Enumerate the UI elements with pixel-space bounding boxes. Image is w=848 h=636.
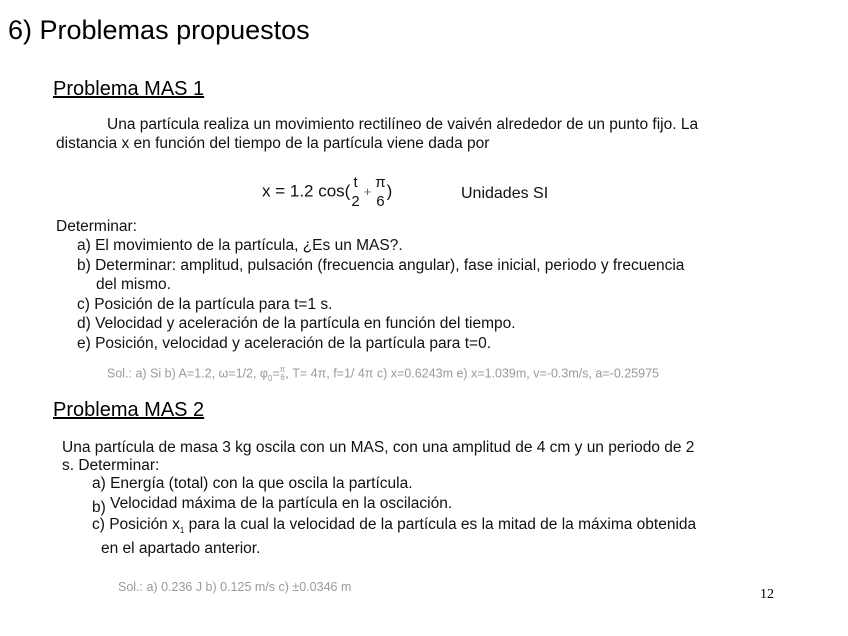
problem-1-item-b: b) Determinar: amplitud, pulsación (frecuencia angular), fase inicial, periodo y frecuencia (77, 257, 685, 274)
problem-2-item-b (92, 494, 452, 514)
solution-part-1: Sol.: a) Si b) A=1.2, ω=1/2, φ (107, 366, 269, 381)
problem-1-solution (107, 366, 659, 383)
problem-2-title: Problema MAS 2 (53, 399, 205, 421)
solution-part-2: , T= 4π, f=1/ 4π c) x=0.6243m e) x=1.039m, v=-0.3m/s, a=-0.25975 (285, 366, 660, 381)
problem-1-intro-line-1: Una partícula realiza un movimiento rectilíneo de vaivén alrededor de un punto fijo. La (107, 116, 699, 133)
problem-1-formula (262, 174, 392, 210)
problem-1-item-c: c) Posición de la partícula para t=1 s. (77, 296, 333, 313)
item-b-letter: b) (92, 499, 106, 516)
phi-subscript: 0 (268, 373, 273, 383)
phi-fraction-numerator: π (279, 365, 286, 374)
formula-units: Unidades SI (461, 185, 549, 202)
phi-fraction-denominator: 6 (280, 373, 285, 382)
phi-equals: = (272, 366, 280, 381)
problem-2-item-a: a) Energía (total) con la que oscila la partícula. (92, 475, 413, 492)
problem-1-determinar: Determinar: (56, 218, 137, 235)
formula-suffix: ) (386, 181, 393, 201)
formula-fraction-pi-over-6 (375, 174, 385, 210)
problem-1-item-e: e) Posición, velocidad y aceleración de la partícula para t=0. (77, 335, 492, 352)
fraction-denominator: 6 (376, 193, 385, 210)
fraction-numerator: π (375, 174, 386, 191)
problem-1-item-d: d) Velocidad y aceleración de la partícula en función del tiempo. (77, 315, 516, 332)
problem-1-title: Problema MAS 1 (53, 78, 205, 100)
problem-2-intro-line-1: Una partícula de masa 3 kg oscila con un MAS, con una amplitud de 4 cm y un periodo de 2 (62, 439, 695, 456)
problem-1-item-b-continued: del mismo. (96, 276, 171, 293)
item-b-text: Velocidad máxima de la partícula en la oscilación. (110, 495, 453, 512)
formula-operator: + (363, 184, 372, 200)
problem-1-intro-line-2: distancia x en función del tiempo de la partícula viene dada por (56, 135, 490, 152)
problem-2-intro-line-2: s. Determinar: (62, 457, 160, 474)
problem-2-item-c (92, 515, 696, 541)
page-number: 12 (760, 587, 774, 602)
x1-subscript: 1 (179, 526, 185, 536)
fraction-denominator: 2 (351, 193, 360, 210)
item-c-suffix: para la cual la velocidad de la partícula es la mitad de la máxima obtenida (184, 516, 697, 533)
problem-2-solution: Sol.: a) 0.236 J b) 0.125 m/s c) ±0.0346 m (118, 580, 352, 594)
problem-2-item-c-continued: en el apartado anterior. (101, 540, 261, 557)
fraction-numerator: t (353, 174, 358, 191)
item-c-prefix: c) Posición x (92, 516, 180, 533)
formula-fraction-t-over-2 (351, 174, 359, 210)
page-title: 6) Problemas propuestos (8, 15, 310, 45)
formula-prefix: x = 1.2 cos( (262, 181, 351, 201)
problem-1-item-a: a) El movimiento de la partícula, ¿Es un MAS?. (77, 237, 403, 254)
